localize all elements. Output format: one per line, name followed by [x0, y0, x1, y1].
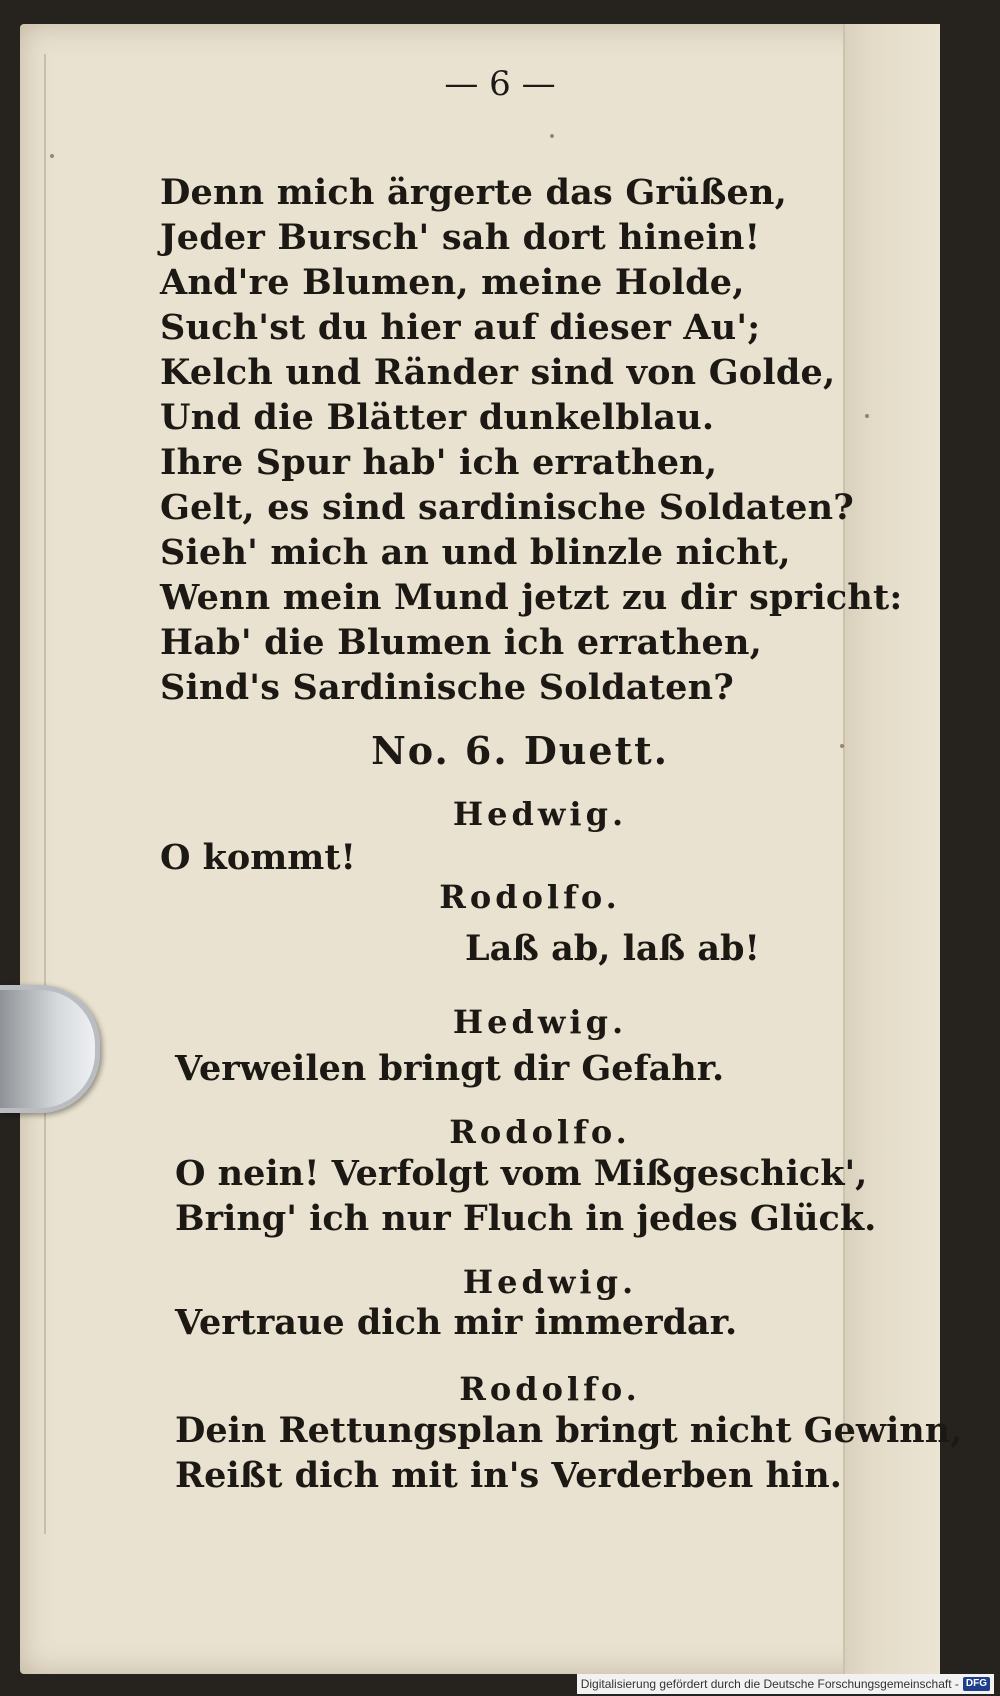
stanza-line: Sieh' mich an und blinzle nicht, — [160, 532, 791, 573]
stanza-line: Und die Blätter dunkelblau. — [160, 397, 715, 438]
speaker-name: Rodolfo. — [459, 1370, 641, 1408]
paper-speck — [550, 134, 554, 138]
stanza-line: Ihre Spur hab' ich errathen, — [160, 442, 718, 483]
stanza-line: And're Blumen, meine Holde, — [160, 262, 745, 303]
speaker-name: Hedwig. — [452, 1003, 628, 1041]
stanza-line: Such'st du hier auf dieser Au'; — [160, 307, 761, 348]
speaker-name: Hedwig. — [452, 795, 628, 833]
digitization-credit — [577, 1674, 994, 1694]
dialogue-line: O nein! Verfolgt vom Mißgeschick', — [175, 1153, 868, 1194]
stanza — [160, 170, 903, 710]
dialogue-line: Verweilen bringt dir Gefahr. — [175, 1048, 725, 1089]
dialogue-line: Laß ab, laß ab! — [465, 928, 760, 969]
stanza-line: Gelt, es sind sardinische Soldaten? — [160, 487, 854, 528]
dfg-logo: DFG — [963, 1677, 990, 1691]
dialogue-line: Bring' ich nur Fluch in jedes Glück. — [175, 1198, 877, 1239]
stanza-line: Wenn mein Mund jetzt zu dir spricht: — [160, 577, 903, 618]
stanza-line: Denn mich ärgerte das Grüßen, — [160, 172, 787, 213]
dialogue-line: Dein Rettungsplan bringt nicht Gewinn, — [175, 1410, 963, 1451]
speaker-name: Hedwig. — [462, 1263, 638, 1301]
stanza-line: Hab' die Blumen ich errathen, — [160, 622, 762, 663]
paper-speck — [50, 154, 54, 158]
credit-text: Digitalisierung gefördert durch die Deutsche Forschungsgemeinschaft - — [580, 1677, 959, 1691]
dialogue-line: O kommt! — [160, 837, 356, 878]
speaker-name: Rodolfo. — [439, 878, 621, 916]
section-title: No. 6. Duett. — [371, 728, 669, 773]
speaker-name: Rodolfo. — [449, 1113, 631, 1151]
stanza-line: Sind's Sardinische Soldaten? — [160, 667, 734, 708]
dialogue-line: Reißt dich mit in's Verderben hin. — [175, 1455, 842, 1496]
dialogue-line: Vertraue dich mir immerdar. — [175, 1302, 738, 1343]
stanza-line: Kelch und Ränder sind von Golde, — [160, 352, 836, 393]
page-number: — 6 — — [444, 64, 556, 104]
gutter-line — [44, 54, 46, 1534]
stanza-line: Jeder Bursch' sah dort hinein! — [160, 217, 761, 258]
